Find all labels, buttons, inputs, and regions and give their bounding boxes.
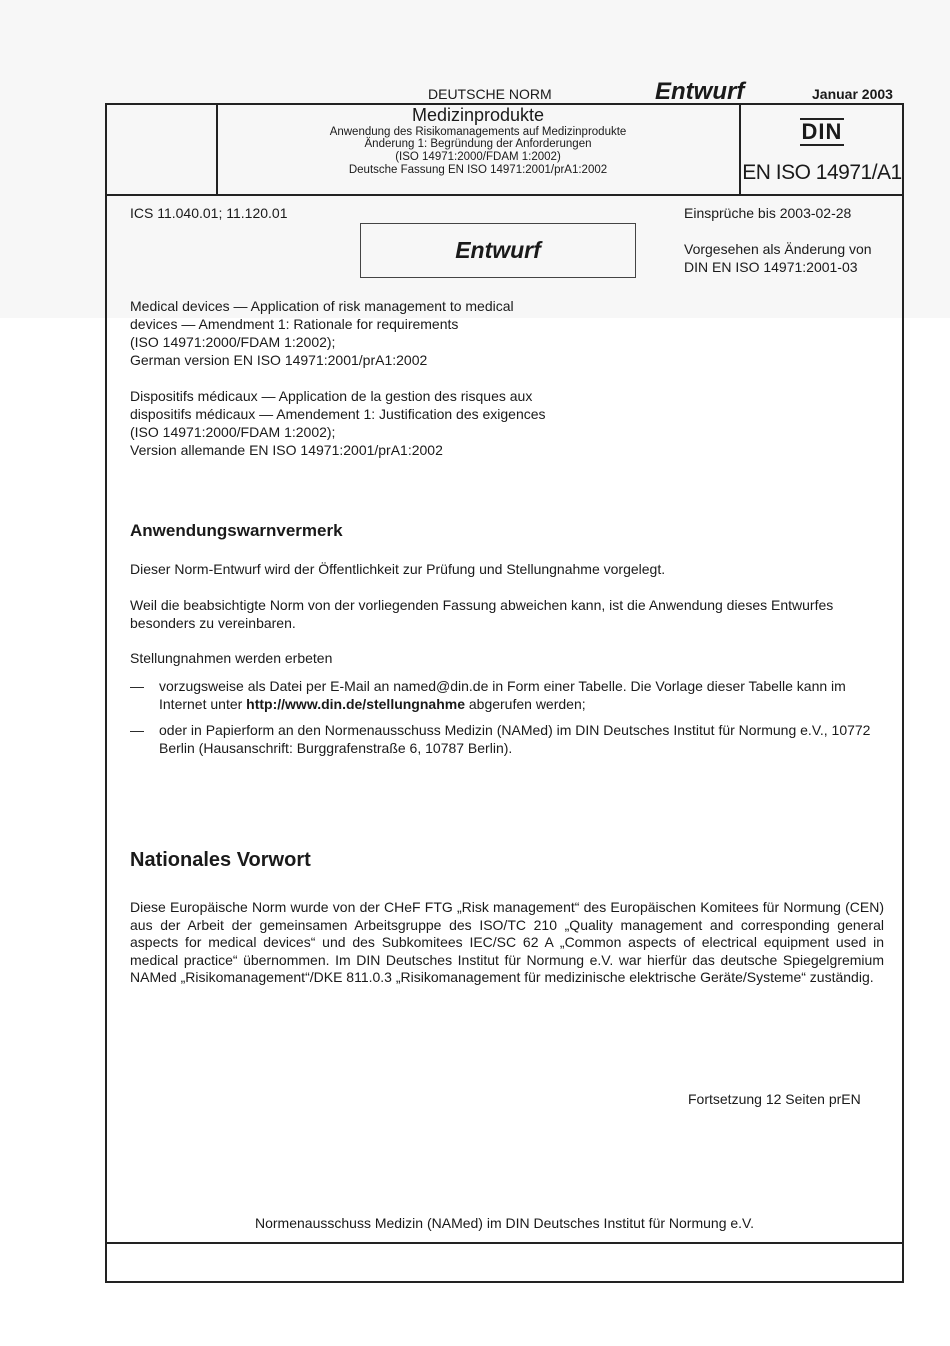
replaces-note xyxy=(684,240,872,276)
title-block xyxy=(218,106,738,176)
list-item-text xyxy=(159,677,886,713)
list-item-text: oder in Papierform an den Normenausschuss Medizin (NAMed) im DIN Deutsches Institut für Normung e.V., 10772 Berlin (Hausanschrift: Burggrafenstraße 6, 10787 Berlin). xyxy=(159,722,871,756)
ics-codes: ICS 11.040.01; 11.120.01 xyxy=(130,205,288,221)
foreword-text: Diese Europäische Norm wurde von der CHeF FTG „Risk management“ des Europäischen Komitees für Normung (CEN) aus der Arbeit der gemeinsamen Arbeitsgruppe des ISO/TC 210 „Quality management and corresponding general aspects for medical devices“ und des Subkomitees IEC/SC 62 A „Common aspects of electrical equipment used in medical practice“ übernommen. Im DIN Deutsches Institut für Normung e.V. war hierfür das deutsche Spiegelgremium NAMed „Risikomanagement“/DKE 811.0.3 „Risikomanagement für medizinische elektrische Geräte/Systeme“ zuständig. xyxy=(130,899,884,985)
warning-heading: Anwendungswarnvermerk xyxy=(130,521,343,540)
warning-paragraph: Weil die beabsichtigte Norm von der vorliegenden Fassung abweichen kann, ist die Anwendung dieses Entwurfes besonders zu vereinbaren. xyxy=(130,597,834,631)
subtitle-line: Änderung 1: Begründung der Anforderungen xyxy=(364,138,592,151)
footer-divider xyxy=(105,1242,904,1244)
issue-date: Januar 2003 xyxy=(812,86,893,102)
replaces-note-line: DIN EN ISO 14971:2001-03 xyxy=(684,259,858,275)
list-item-text-part: vorzugsweise als Datei per E-Mail an named@din.de in Form einer Tabelle. Die Vorlage dieser Tabelle kann im Internet unter xyxy=(159,678,846,712)
stellungnahme-link[interactable]: http://www.din.de/stellungnahme xyxy=(246,696,465,712)
standard-number: EN ISO 14971/A1 xyxy=(742,161,902,184)
list-item-text-part: abgerufen werden; xyxy=(464,696,586,712)
norm-label: DEUTSCHE NORM xyxy=(428,86,552,102)
din-logo xyxy=(741,118,903,146)
din-logo-text: DIN xyxy=(801,119,843,144)
english-title-line: (ISO 14971:2000/FDAM 1:2002); xyxy=(130,334,336,350)
foreword-heading: Nationales Vorwort xyxy=(130,849,311,871)
french-title-line: Dispositifs médicaux — Application de la gestion des risques aux xyxy=(130,388,533,404)
warning-paragraph: Dieser Norm-Entwurf wird der Öffentlichkeit zur Prüfung und Stellungnahme vorgelegt. xyxy=(130,561,666,577)
french-title-line: Version allemande EN ISO 14971:2001/prA1:2002 xyxy=(130,442,443,458)
draft-stamp-box xyxy=(360,223,636,278)
english-title-line: devices — Amendment 1: Rationale for requirements xyxy=(130,316,459,332)
entwurf-header-label: Entwurf xyxy=(655,78,745,105)
objection-deadline: Einsprüche bis 2003-02-28 xyxy=(684,205,852,221)
subtitle-line: Anwendung des Risikomanagements auf Medizinprodukte xyxy=(329,125,627,138)
title-box-divider xyxy=(105,194,904,196)
subtitle-line: Deutsche Fassung EN ISO 14971:2001/prA1:2002 xyxy=(348,163,608,176)
subtitle-line: (ISO 14971:2000/FDAM 1:2002) xyxy=(395,151,561,164)
dash-bullet: — xyxy=(130,722,144,738)
footer-committee: Normenausschuss Medizin (NAMed) im DIN Deutsches Institut für Normung e.V. xyxy=(255,1215,754,1231)
english-title-line: Medical devices — Application of risk management to medical xyxy=(130,298,514,314)
continuation-note: Fortsetzung 12 Seiten prEN xyxy=(688,1091,861,1107)
dash-bullet: — xyxy=(130,678,144,694)
english-title-line: German version EN ISO 14971:2001/prA1:2002 xyxy=(130,352,428,368)
warning-paragraph: Stellungnahmen werden erbeten xyxy=(130,650,333,666)
main-title: Medizinprodukte xyxy=(411,105,545,125)
french-title-line: (ISO 14971:2000/FDAM 1:2002); xyxy=(130,424,336,440)
french-title-line: dispositifs médicaux — Amendement 1: Justification des exigences xyxy=(130,406,546,422)
draft-stamp-text: Entwurf xyxy=(455,237,541,263)
replaces-note-line: Vorgesehen als Änderung von xyxy=(684,241,872,257)
french-title xyxy=(130,387,630,459)
english-title xyxy=(130,297,590,369)
